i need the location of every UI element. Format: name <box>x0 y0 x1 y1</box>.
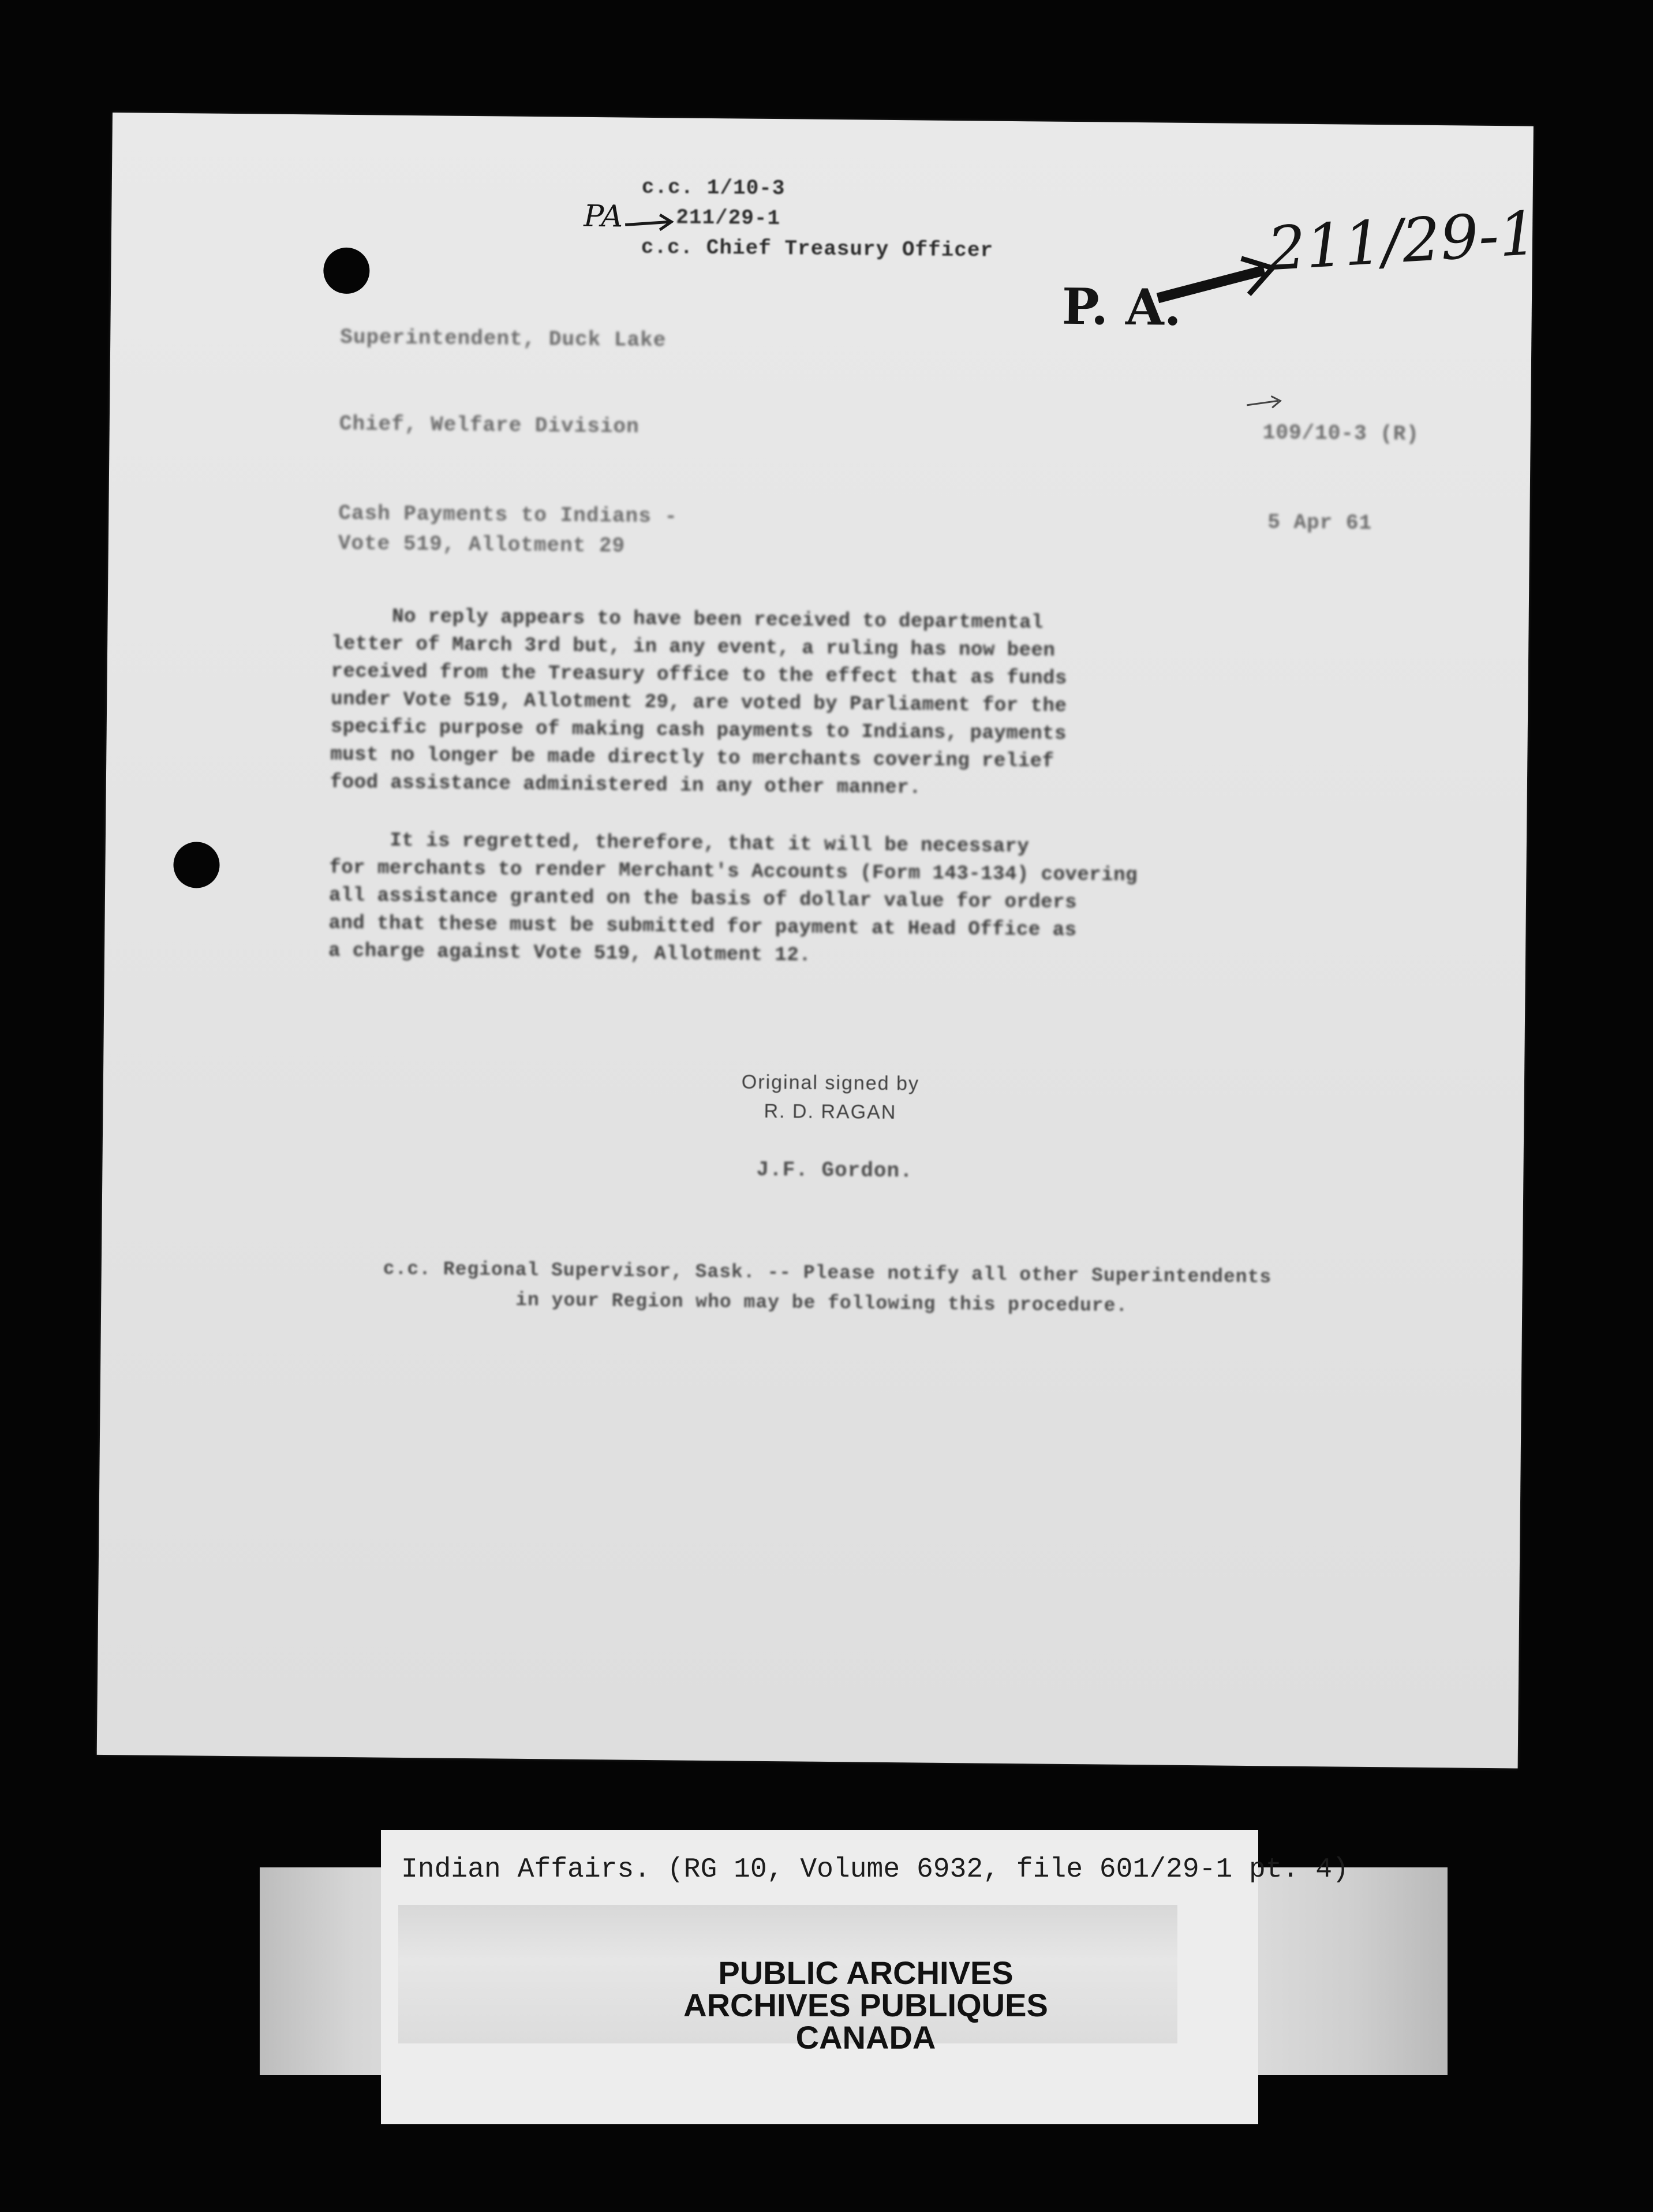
cc-line-3: c.c. Chief Treasury Officer <box>641 235 994 263</box>
file-reference-arrow-icon <box>1246 395 1286 419</box>
subject-line-1: Cash Payments to Indians - <box>338 501 678 529</box>
paragraph-2-line: all assistance granted on the basis of dollar value for orders <box>328 884 1078 914</box>
cc-line-1: c.c. 1/10-3 <box>641 175 786 201</box>
paragraph-1-line: food assistance administered in any other manner. <box>330 771 922 799</box>
signed-stamp-line-2: R. D. RAGAN <box>764 1100 897 1124</box>
subject-line-2: Vote 519, Allotment 29 <box>338 531 626 558</box>
paragraph-1-line: letter of March 3rd but, in any event, a ruling has now been <box>331 633 1056 662</box>
handwritten-file-number: 211/29-1 <box>1265 197 1539 285</box>
handwritten-arrow-large-icon <box>1154 249 1282 314</box>
archives-line-2: ARCHIVES PUBLIQUES <box>683 1987 1048 2023</box>
paragraph-1-line: received from the Treasury office to the effect that as funds <box>331 660 1067 690</box>
signed-stamp-line-1: Original signed by <box>741 1071 920 1095</box>
to-line: Superintendent, Duck Lake <box>340 325 667 353</box>
file-reference: 109/10-3 (R) <box>1262 421 1420 446</box>
paragraph-1-line: specific purpose of making cash payments to Indians, payments <box>330 716 1067 745</box>
letter-date: 5 Apr 61 <box>1267 510 1372 535</box>
cc-line-2: 211/29-1 <box>676 205 781 231</box>
handwritten-pa-small: PA <box>584 199 623 234</box>
letter-sheet <box>97 113 1539 1769</box>
archives-stamp <box>618 1957 1114 2054</box>
paragraph-2-line: for merchants to render Merchant's Accounts (Form 143-134) covering <box>329 857 1138 887</box>
paragraph-1-line: must no longer be made directly to merchants covering relief <box>330 743 1054 773</box>
archives-line-1: PUBLIC ARCHIVES <box>718 1955 1014 1991</box>
paragraph-1-line: under Vote 519, Allotment 29, are voted by Parliament for the <box>331 688 1067 718</box>
paragraph-2-line: a charge against Vote 519, Allotment 12. <box>328 940 811 967</box>
signatory: J.F. Gordon. <box>756 1157 913 1183</box>
archive-reference: Indian Affairs. (RG 10, Volume 6932, file 601/29-1 pt. 4) <box>401 1854 1349 1885</box>
archives-line-3: CANADA <box>795 2019 936 2056</box>
punch-hole-bottom <box>173 842 220 888</box>
paragraph-2-line: It is regretted, therefore, that it will be necessary <box>329 829 1030 858</box>
cc-regional-line-2: in your Region who may be following this procedure. <box>515 1289 1128 1317</box>
handwritten-arrow-small-icon <box>624 211 676 235</box>
from-line: Chief, Welfare Division <box>339 412 639 439</box>
paragraph-2-line: and that these must be submitted for payment at Head Office as <box>328 912 1077 942</box>
punch-hole-top <box>323 248 370 294</box>
paragraph-1-line: No reply appears to have been received to departmental <box>331 605 1044 634</box>
cc-regional-line-1: c.c. Regional Supervisor, Sask. -- Please notify all other Superintendents <box>383 1258 1272 1288</box>
handwritten-pa-stamp: P. A. <box>1061 277 1182 337</box>
